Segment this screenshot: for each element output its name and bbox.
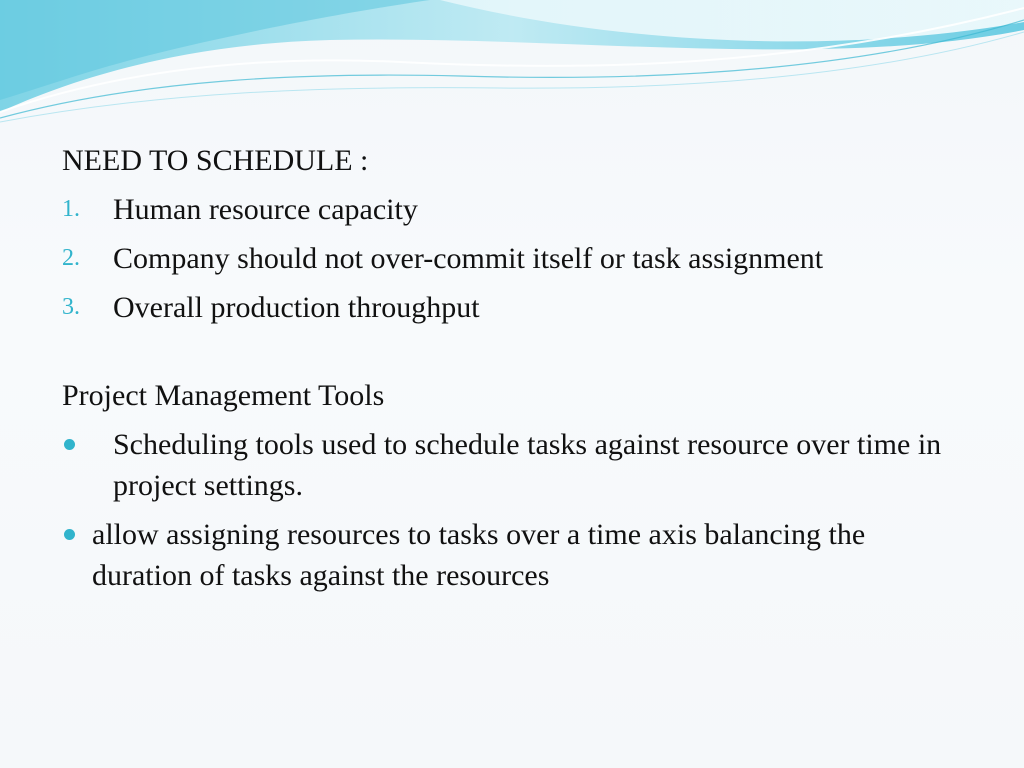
numbered-list	[62, 189, 962, 328]
list-item	[62, 514, 962, 596]
slide-body	[62, 140, 962, 596]
list-item	[62, 189, 962, 230]
list-item-text: Company should not over-commit itself or task assignment	[113, 242, 824, 275]
list-number: 2.	[62, 245, 80, 271]
list-number: 1.	[62, 196, 80, 222]
section-heading-project-management-tools: Project Management Tools	[62, 379, 385, 412]
list-number: 3.	[62, 294, 80, 320]
bullet-list	[62, 424, 962, 596]
bullet-dot-icon	[64, 439, 75, 450]
bullet-dot-icon	[64, 529, 75, 540]
header-wave-decoration	[0, 0, 1024, 130]
list-item-text: allow assigning resources to tasks over a time axis balancing the duration of tasks against the resources	[92, 518, 866, 592]
list-item-text: Scheduling tools used to schedule tasks against resource over time in project settings.	[113, 428, 942, 502]
section-heading-need-to-schedule: NEED TO SCHEDULE :	[62, 144, 369, 177]
list-item	[62, 238, 962, 279]
list-item	[62, 287, 962, 328]
list-item-text: Overall production throughput	[113, 291, 480, 324]
list-item	[62, 424, 962, 506]
list-item-text: Human resource capacity	[113, 193, 418, 226]
